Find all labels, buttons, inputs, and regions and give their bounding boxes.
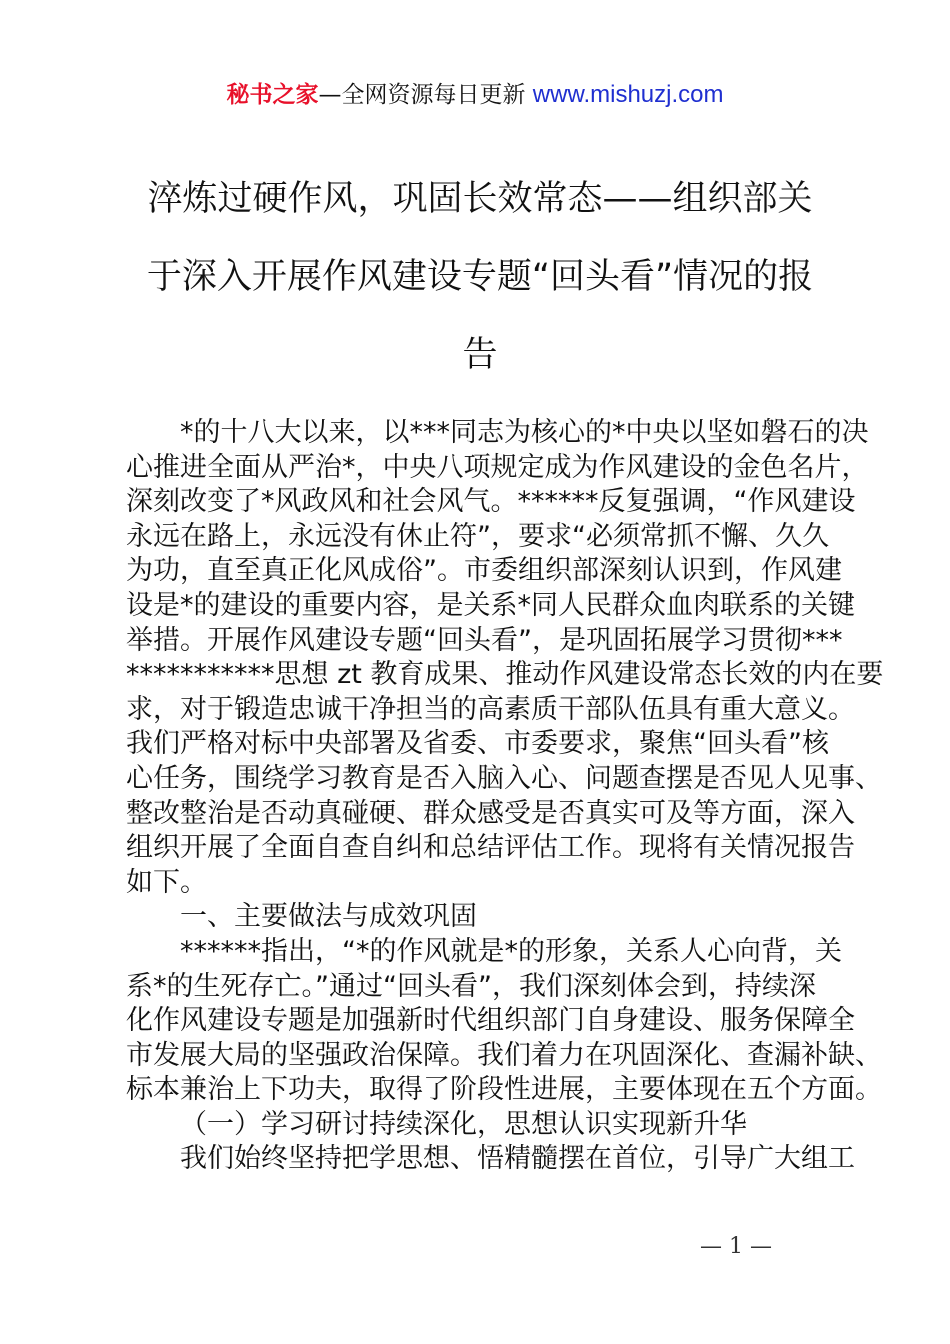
paragraph-line: 深刻改变了*风政风和社会风气。******反复强调，“作风建设 (126, 486, 856, 518)
paragraph-line: 为功，直至真正化风成俗”。市委组织部深刻认识到，作风建 (126, 555, 842, 587)
paragraph-line: 系*的生死存亡。”通过“回头看”，我们深刻体会到，持续深 (126, 970, 816, 1002)
document-title (120, 160, 840, 394)
paragraph-line: 整改整治是否动真碰硬、群众感受是否真实可及等方面，深入 (126, 797, 855, 829)
paragraph-line: 心推进全面从严治*，中央八项规定成为作风建设的金色名片， (126, 451, 869, 483)
paragraph-line: 如下。 (126, 866, 207, 898)
paragraph-line: 组织开展了全面自查自纠和总结评估工作。现将有关情况报告 (126, 832, 855, 864)
paragraph-line: 我们严格对标中央部署及省委、市委要求，聚焦“回头看”核 (126, 728, 829, 760)
page-number: — 1 — (700, 1234, 772, 1259)
section-heading: 一、主要做法与成效巩固 (180, 901, 477, 933)
paragraph-line: 心任务，围绕学习教育是否入脑入心、问题查摆是否见人见事、 (126, 762, 882, 794)
paragraph-line: 化作风建设专题是加强新时代组织部门自身建设、服务保障全 (126, 1005, 855, 1037)
title-line: 淬炼过硬作风，巩固长效常态——组织部关 (147, 179, 813, 219)
title-line: 告 (462, 335, 498, 375)
site-banner (0, 78, 950, 112)
paragraph-line: *的十八大以来，以***同志为核心的*中央以坚如磐石的决 (180, 417, 869, 448)
paragraph-line: 我们始终坚持把学思想、悟精髓摆在首位，引导广大组工 (180, 1143, 855, 1175)
paragraph-line: 市发展大局的坚强政治保障。我们着力在巩固深化、查漏补缺、 (126, 1039, 882, 1071)
banner-url-link[interactable]: www.mishuzj.com (532, 81, 724, 108)
document-body (126, 416, 884, 1177)
paragraph-line: 设是*的建设的重要内容，是关系*同人民群众血肉联系的关键 (126, 589, 855, 621)
paragraph-line: 永远在路上，永远没有休止符”，要求“必须常抓不懈、久久 (126, 520, 829, 552)
banner-site-name: 秘书之家 (226, 82, 319, 108)
paragraph-line: ***********思想 zt 教育成果、推动作风建设常态长效的内在要 (126, 659, 884, 691)
title-line: 于深入开展作风建设专题“回头看”情况的报 (146, 257, 814, 297)
paragraph-line: 标本兼治上下功夫，取得了阶段性进展，主要体现在五个方面。 (126, 1074, 882, 1106)
paragraph-line: 举措。开展作风建设专题“回头看”，是巩固拓展学习贯彻*** (126, 624, 843, 656)
subsection-heading: （一）学习研讨持续深化，思想认识实现新升华 (180, 1108, 747, 1140)
paragraph-line: ******指出，“*的作风就是*的形象，关系人心向背，关 (180, 935, 842, 967)
paragraph-line: 求，对于锻造忠诚干净担当的高素质干部队伍具有重大意义。 (126, 693, 855, 725)
banner-slogan: —全网资源每日更新 (318, 82, 526, 108)
